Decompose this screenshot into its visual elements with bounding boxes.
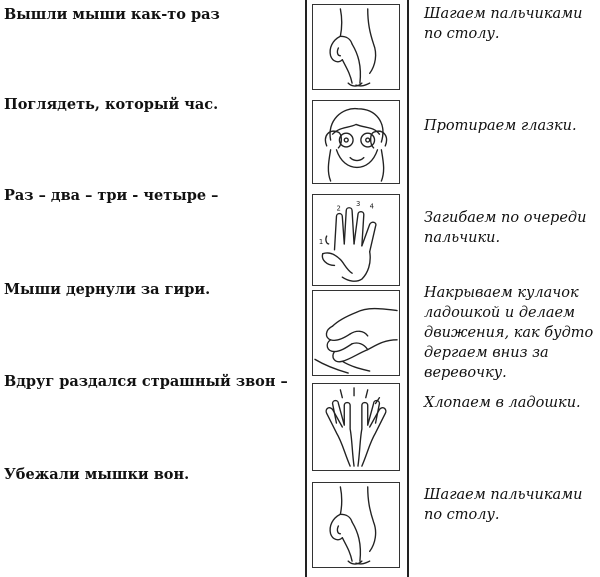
counting-fingers-icon bbox=[312, 194, 400, 286]
verse-line-4: Мыши дернули за гири. bbox=[4, 281, 211, 298]
walking-fingers-icon-2 bbox=[312, 482, 400, 568]
finger-number-4: 4 bbox=[369, 202, 375, 211]
column-divider-left bbox=[305, 0, 307, 577]
action-text-1: Шагаем пальчиками по столу. bbox=[424, 6, 583, 42]
verse-line-3: Раз – два – три - четыре – bbox=[4, 187, 219, 204]
finger-number-2: 2 bbox=[336, 204, 341, 213]
finger-number-3: 3 bbox=[356, 199, 361, 208]
rubbing-eyes-icon bbox=[312, 100, 400, 184]
clapping-hands-icon bbox=[312, 383, 400, 471]
verse-line-2: Поглядеть, который час. bbox=[4, 96, 219, 113]
walking-fingers-icon bbox=[312, 4, 400, 90]
fist-covered-palm-icon bbox=[312, 290, 400, 376]
verse-line-5: Вдруг раздался страшный звон – bbox=[4, 373, 288, 390]
action-text-2: Протираем глазки. bbox=[424, 118, 577, 134]
action-text-3: Загибаем по очереди пальчики. bbox=[424, 210, 587, 246]
action-text-5: Хлопаем в ладошки. bbox=[424, 395, 581, 411]
verse-line-1: Вышли мыши как-то раз bbox=[4, 6, 220, 23]
column-divider-right bbox=[407, 0, 409, 577]
action-text-6: Шагаем пальчиками по столу. bbox=[424, 487, 583, 523]
action-text-4: Накрываем кулачок ладошкой и делаем движения, как будто дергаем вниз за веревочку. bbox=[424, 285, 594, 381]
finger-number-1: 1 bbox=[318, 237, 324, 246]
verse-line-6: Убежали мышки вон. bbox=[4, 466, 190, 483]
